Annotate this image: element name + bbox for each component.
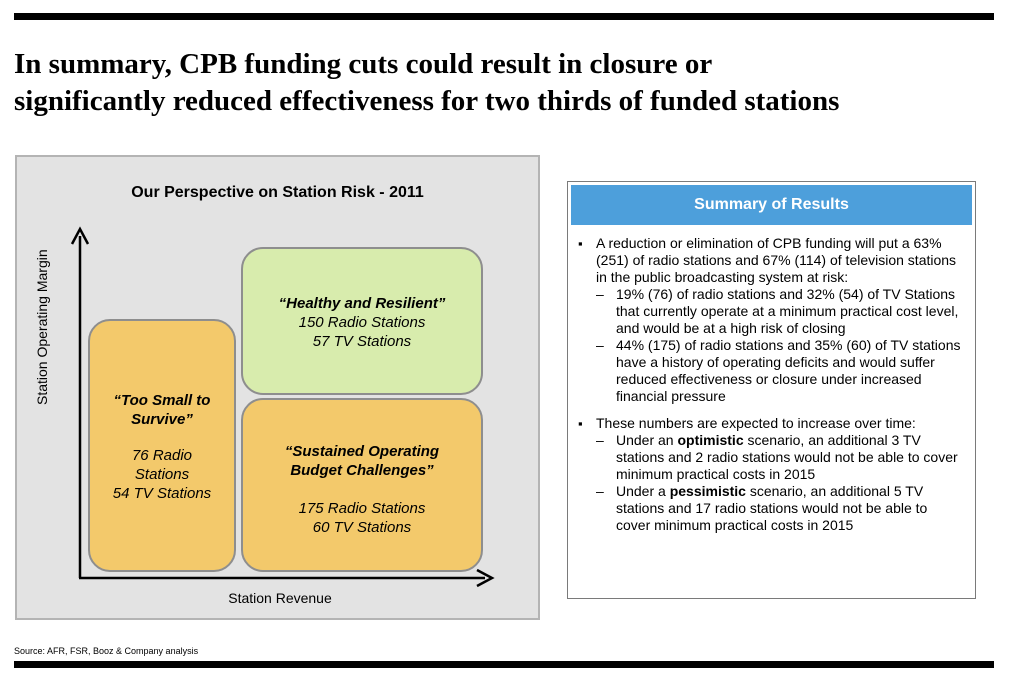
summary-header: Summary of Results <box>571 185 972 225</box>
sub-2-pre: Under a <box>616 483 670 499</box>
summary-bullet-1-sub-2 <box>596 337 965 405</box>
sub-1-text: 19% (76) of radio stations and 32% (54) of TV Stations that currently operate at a minimum practical cost level, and would be at a high risk of closing <box>616 286 959 336</box>
pessimistic-emphasis: pessimistic <box>669 483 746 499</box>
sub-1-post: scenario, an additional 3 TV stations and 2 radio stations would not be able to cover minimum practical costs in 2015 <box>616 432 958 482</box>
healthy-and-resilient-box <box>241 247 483 395</box>
summary-bullet-1-text: A reduction or elimination of CPB funding will put a 63% (251) of radio stations and 67% (114) of television stations in the public broadcasting system at risk: <box>596 235 957 285</box>
summary-of-results-box <box>567 181 976 599</box>
summary-bullet-2 <box>578 415 965 534</box>
sub-2-text: 44% (175) of radio stations and 35% (60) of TV stations have a history of operating deficits and would suffer reduced effectiveness or closure under increased financial pressure <box>616 337 961 404</box>
summary-bullet-1-sub-1 <box>596 286 965 337</box>
too-small-heading-line-2: Survive” <box>131 411 193 428</box>
sustained-heading-line-2: Budget Challenges” <box>290 462 434 479</box>
healthy-heading: “Healthy and Resilient” <box>278 295 446 312</box>
summary-bullets <box>568 235 975 534</box>
bottom-rule <box>14 661 994 668</box>
summary-bullet-2-sub-1 <box>596 432 965 483</box>
title-line-2: significantly reduced effectiveness for two thirds of funded stations <box>14 85 840 117</box>
title-line-1: In summary, CPB funding cuts could result in closure or <box>14 48 713 80</box>
sub-2-post: scenario, an additional 5 TV stations and 17 radio stations would not be able to cover minimum practical costs in 2015 <box>616 483 928 533</box>
sustained-tv-count: 60 TV Stations <box>312 519 412 536</box>
healthy-radio-count: 150 Radio Stations <box>298 314 426 331</box>
optimistic-emphasis: optimistic <box>677 432 744 448</box>
x-axis-label: Station Revenue <box>228 590 332 606</box>
sustained-operating-budget-challenges-box <box>241 398 483 572</box>
summary-bullet-2-sub-2 <box>596 483 965 534</box>
too-small-tv-count: 54 TV Stations <box>112 485 212 502</box>
diagram-title: Our Perspective on Station Risk - 2011 <box>131 184 424 201</box>
summary-bullet-2-text: These numbers are expected to increase over time: <box>596 415 916 431</box>
too-small-heading-line-1: “Too Small to <box>113 392 211 409</box>
y-axis-label: Station Operating Margin <box>34 249 50 405</box>
too-small-radio-count: 76 Radio <box>131 447 193 464</box>
sustained-heading-line-1: “Sustained Operating <box>284 443 440 460</box>
healthy-tv-count: 57 TV Stations <box>312 333 412 350</box>
too-small-to-survive-box <box>88 319 236 572</box>
too-small-radio-unit: Stations <box>134 466 190 483</box>
source-note: Source: AFR, FSR, Booz & Company analysis <box>14 646 199 656</box>
sustained-radio-count: 175 Radio Stations <box>298 500 426 517</box>
sub-1-pre: Under an <box>616 432 678 448</box>
summary-bullet-1 <box>578 235 965 405</box>
